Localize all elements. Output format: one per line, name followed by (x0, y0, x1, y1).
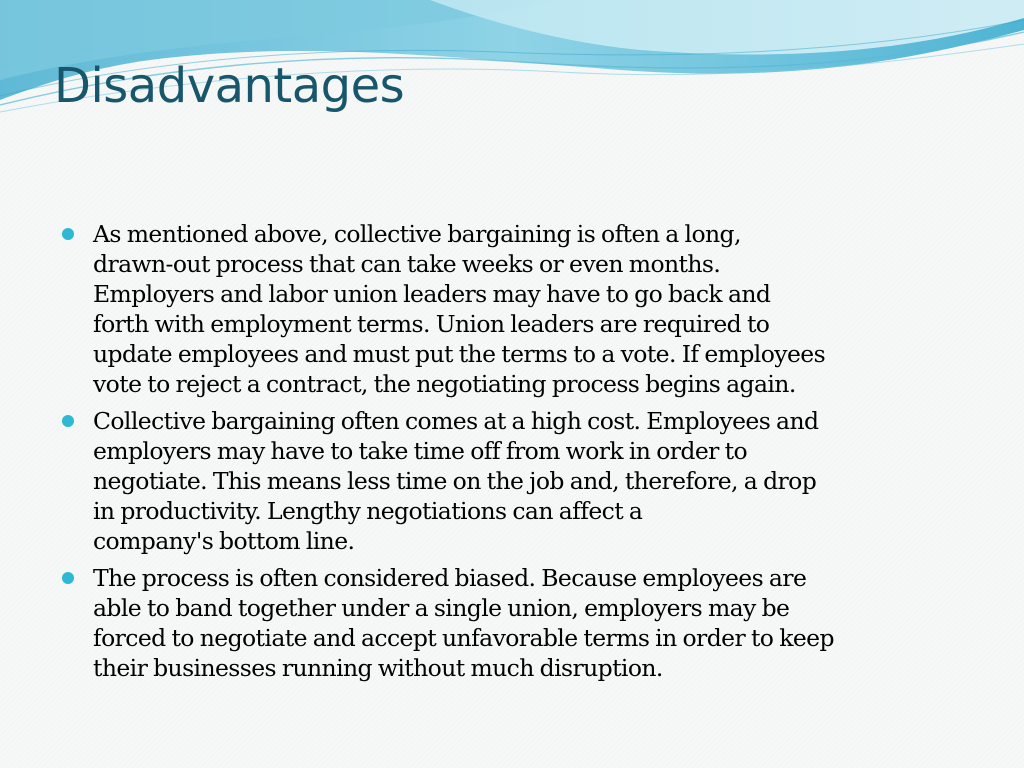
bullet-text-line: forth with employment terms. Union leaders are required to (93, 310, 770, 338)
bullet-text-line: drawn-out process that can take weeks or even months. (93, 250, 721, 278)
bullet-text-line: update employees and must put the terms to a vote. If employees (93, 340, 826, 368)
bullet-text-line: The process is often considered biased. Because employees are (93, 564, 807, 592)
slide-title: Disadvantages (54, 58, 405, 114)
bullet-text-line: As mentioned above, collective bargaining is often a long, (93, 220, 741, 248)
bullet-text-line: Employers and labor union leaders may have to go back and (93, 280, 771, 308)
bullet-text-line: negotiate. This means less time on the job and, therefore, a drop (93, 467, 817, 495)
bullet-item (62, 219, 992, 399)
bullet-item (62, 406, 992, 556)
bullet-text-line: their businesses running without much disruption. (93, 654, 663, 682)
bullet-dot-icon (62, 228, 74, 240)
bullet-text-line: in productivity. Lengthy negotiations can affect a (93, 497, 643, 525)
bullet-item (62, 563, 992, 683)
bullet-text-line: vote to reject a contract, the negotiating process begins again. (93, 370, 796, 398)
bullet-text-line: company's bottom line. (93, 527, 355, 555)
bullet-text-line: able to band together under a single union, employers may be (93, 594, 790, 622)
bullet-text-line: employers may have to take time off from work in order to (93, 437, 748, 465)
bullet-dot-icon (62, 415, 74, 427)
bullet-dot-icon (62, 572, 74, 584)
bullet-text-line: forced to negotiate and accept unfavorable terms in order to keep (93, 624, 834, 652)
bullet-text-line: Collective bargaining often comes at a high cost. Employees and (93, 407, 819, 435)
bullet-list (62, 219, 992, 690)
